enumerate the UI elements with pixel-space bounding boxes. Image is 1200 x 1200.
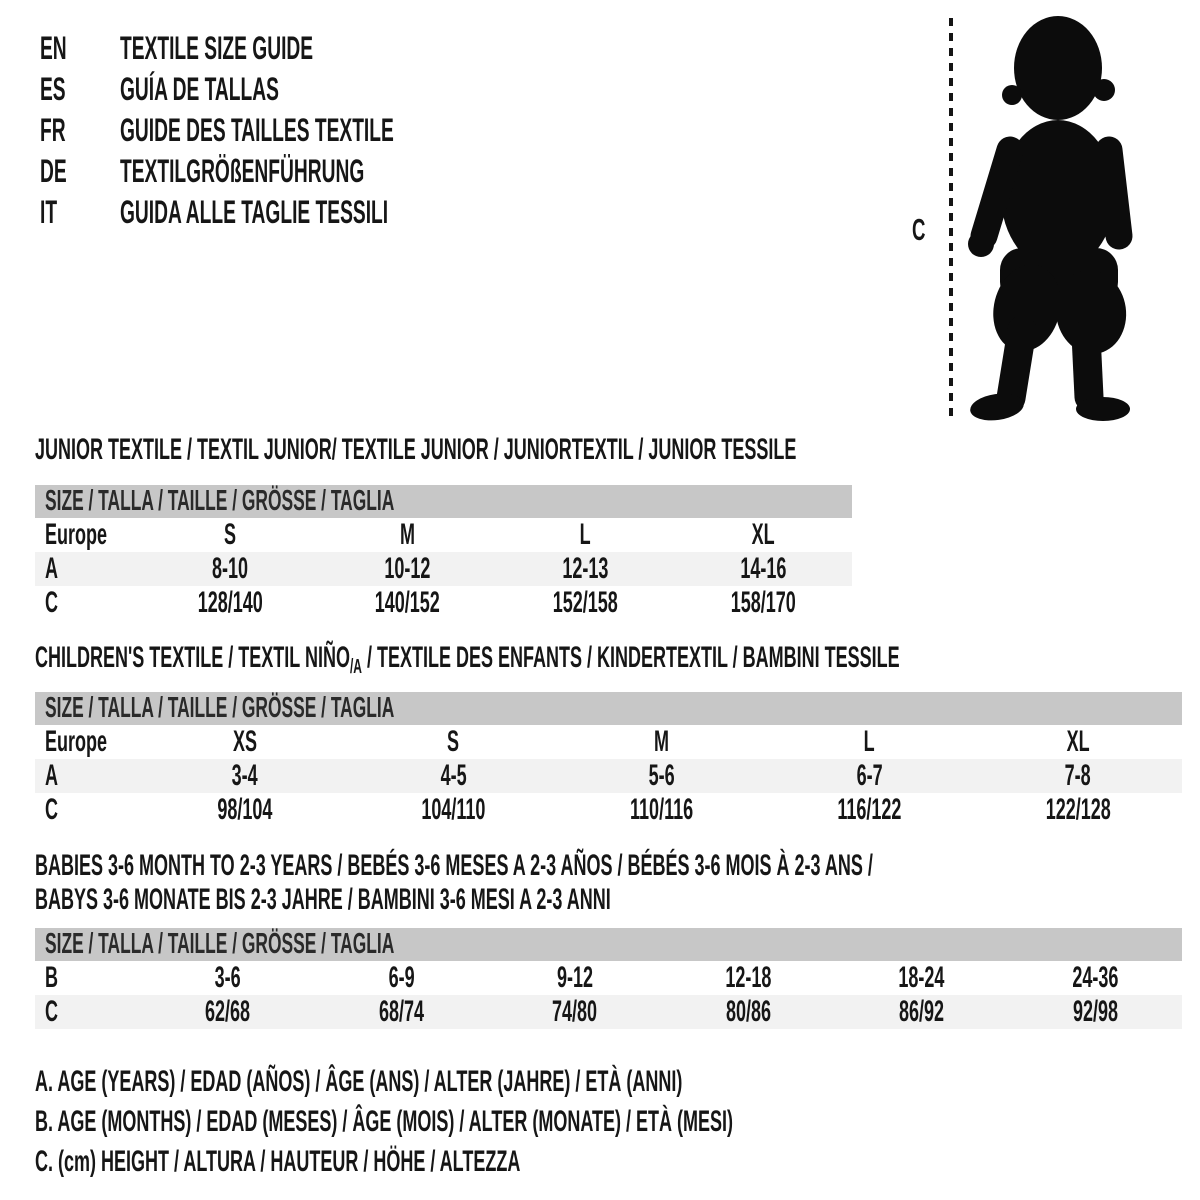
- row-label: C: [45, 586, 59, 619]
- table-cell: 86/92: [899, 995, 945, 1028]
- table-cell: 122/128: [1045, 793, 1111, 826]
- language-title: GUIDE DES TAILLES TEXTILE: [120, 112, 394, 148]
- height-figure: [890, 0, 1190, 432]
- heading-subscript: /A: [349, 656, 362, 678]
- table-cell: 140/152: [375, 586, 441, 619]
- row-label: A: [45, 552, 59, 585]
- table-cell: 116/122: [837, 793, 902, 826]
- height-c-label: C: [912, 212, 926, 247]
- legend-line-a: A. AGE (YEARS) / EDAD (AÑOS) / ÂGE (ANS) / ALTER (JAHRE) / ETÀ (ANNI): [35, 1065, 683, 1098]
- table-cell: XS: [233, 725, 258, 758]
- table-row: [35, 793, 1182, 827]
- table-cell: 10-12: [384, 552, 431, 585]
- legend-line-c: C. (cm) HEIGHT / ALTURA / HAUTEUR / HÖHE / ALTEZZA: [35, 1145, 521, 1178]
- table-row: [35, 518, 852, 552]
- language-row: [40, 192, 576, 233]
- language-title: GUÍA DE TALLAS: [120, 71, 279, 107]
- language-code: FR: [40, 112, 66, 148]
- table-cell: L: [864, 725, 876, 758]
- table-row: [35, 725, 1182, 759]
- table-cell: 110/116: [629, 793, 694, 826]
- language-code: DE: [40, 153, 67, 189]
- size-bar: SIZE / TALLA / TAILLE / GRÖSSE / TAGLIA: [35, 692, 1182, 725]
- table-cell: L: [579, 518, 591, 551]
- junior-section-heading: JUNIOR TEXTILE / TEXTIL JUNIOR/ TEXTILE JUNIOR / JUNIORTEXTIL / JUNIOR TESSILE: [35, 433, 797, 466]
- language-row: [40, 69, 576, 110]
- row-label: Europe: [45, 725, 108, 758]
- table-cell: XL: [751, 518, 775, 551]
- language-row: [40, 151, 576, 192]
- table-cell: 128/140: [197, 586, 263, 619]
- table-cell: 24-36: [1072, 961, 1119, 994]
- children-section-heading: CHILDREN'S TEXTILE / TEXTIL $NIÑO_{/A}$ / TEXTILE DES ENFANTS / KINDERTEXTIL / BAMBINI TESSILE: [35, 641, 900, 678]
- legend-line-b: B. AGE (MONTHS) / EDAD (MESES) / ÂGE (MOIS) / ALTER (MONATE) / ETÀ (MESI): [35, 1105, 733, 1138]
- table-cell: 12-18: [725, 961, 772, 994]
- row-label: C: [45, 793, 59, 826]
- table-cell: 9-12: [556, 961, 593, 994]
- table-row: [35, 552, 852, 586]
- language-row: [40, 110, 576, 151]
- table-row: [35, 995, 1182, 1029]
- table-cell: 92/98: [1072, 995, 1118, 1028]
- babies-size-table: [35, 928, 1182, 1029]
- language-title: TEXTILGRÖßENFÜHRUNG: [120, 153, 365, 189]
- table-cell: 74/80: [552, 995, 598, 1028]
- table-row: [35, 961, 1182, 995]
- table-cell: 98/104: [217, 793, 273, 826]
- children-size-table: [35, 692, 1182, 827]
- language-title: TEXTILE SIZE GUIDE: [120, 30, 314, 66]
- table-cell: 6-7: [856, 759, 883, 792]
- table-cell: 8-10: [211, 552, 248, 585]
- row-label: C: [45, 995, 59, 1028]
- table-cell: S: [223, 518, 236, 551]
- table-cell: 3-4: [232, 759, 259, 792]
- language-row: [40, 28, 576, 69]
- table-cell: 68/74: [378, 995, 424, 1028]
- table-cell: 158/170: [730, 586, 796, 619]
- size-bar: SIZE / TALLA / TAILLE / GRÖSSE / TAGLIA: [35, 485, 852, 518]
- row-label: A: [45, 759, 59, 792]
- table-cell: 18-24: [898, 961, 945, 994]
- language-title-list: [40, 28, 576, 233]
- table-cell: 7-8: [1064, 759, 1091, 792]
- table-cell: 14-16: [740, 552, 787, 585]
- row-label: B: [45, 961, 59, 994]
- size-bar: SIZE / TALLA / TAILLE / GRÖSSE / TAGLIA: [35, 928, 1182, 961]
- junior-size-table: [35, 485, 852, 620]
- toddler-silhouette-icon: [890, 0, 1190, 432]
- table-cell: 5-6: [648, 759, 675, 792]
- table-cell: 12-13: [562, 552, 609, 585]
- table-cell: 3-6: [214, 961, 241, 994]
- language-title: GUIDA ALLE TAGLIE TESSILI: [120, 194, 389, 230]
- table-cell: 152/158: [552, 586, 618, 619]
- table-cell: XL: [1066, 725, 1090, 758]
- table-cell: M: [653, 725, 669, 758]
- babies-section-heading: BABIES 3-6 MONTH TO 2-3 YEARS / BEBÉS 3-6 MESES A 2-3 AÑOS / BÉBÉS 3-6 MOIS À 2-3 ANS / BABYS 3-6 MONATE BIS 2-3 JAHRE / BAMBINI 3-6 MESI A 2-3 ANNI: [35, 849, 873, 916]
- table-cell: 4-5: [440, 759, 467, 792]
- language-code: IT: [40, 194, 58, 230]
- row-label: Europe: [45, 518, 108, 551]
- language-code: ES: [40, 71, 66, 107]
- table-row: [35, 586, 852, 620]
- table-cell: 104/110: [421, 793, 486, 826]
- legend: [35, 1062, 1198, 1182]
- table-cell: 6-9: [388, 961, 415, 994]
- table-row: [35, 759, 1182, 793]
- language-code: EN: [40, 30, 67, 66]
- table-cell: 62/68: [205, 995, 251, 1028]
- table-cell: 80/86: [725, 995, 771, 1028]
- table-cell: S: [447, 725, 460, 758]
- table-cell: M: [400, 518, 416, 551]
